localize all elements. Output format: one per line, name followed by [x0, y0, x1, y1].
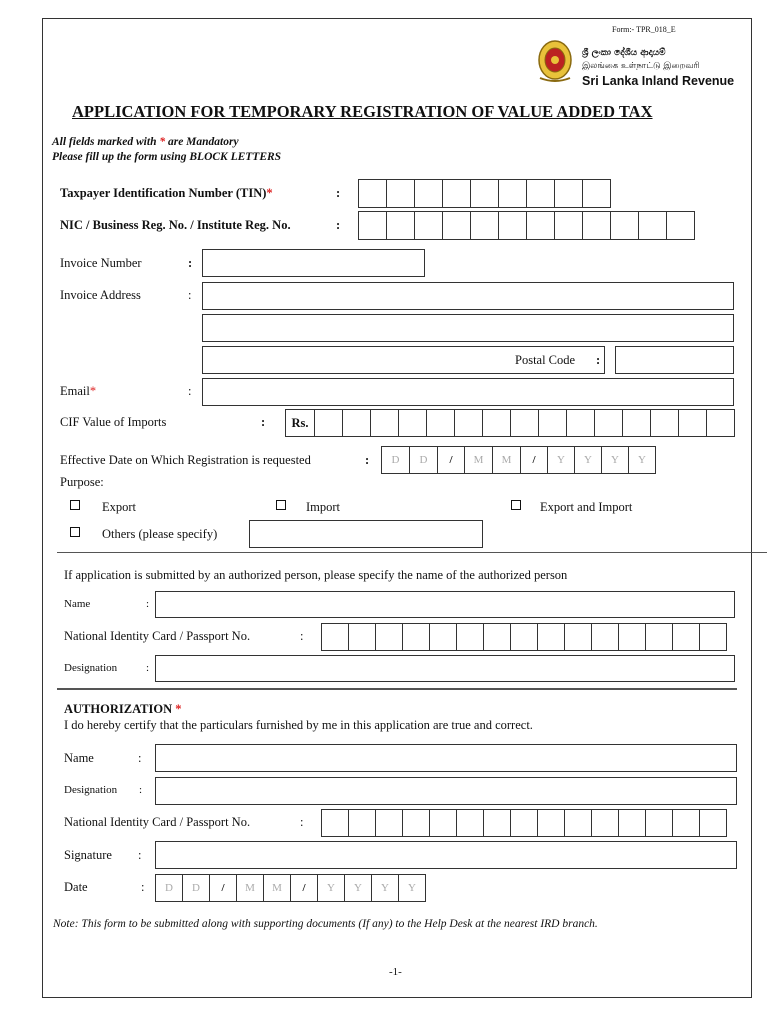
colon: :	[336, 218, 341, 232]
authorization-designation-label: Designation	[64, 784, 118, 796]
nic-cell[interactable]	[591, 623, 619, 651]
nic-cell[interactable]	[526, 211, 555, 240]
date-cell[interactable]: Y	[601, 446, 629, 474]
tin-cell[interactable]	[526, 179, 555, 208]
export-label: Export	[102, 500, 137, 514]
tin-label: Taxpayer Identification Number (TIN)*	[60, 186, 273, 200]
nic-cell[interactable]	[645, 809, 673, 837]
email-label: Email*	[60, 384, 97, 398]
auth-person-designation-label: Designation	[64, 662, 118, 674]
colon: :	[188, 256, 193, 270]
invoice-number-input[interactable]	[202, 249, 425, 277]
nic-cell[interactable]	[429, 809, 457, 837]
date-cell[interactable]: D	[182, 874, 210, 902]
date-cell[interactable]: Y	[628, 446, 656, 474]
date-cell[interactable]: D	[381, 446, 410, 474]
nic-cell[interactable]	[645, 623, 673, 651]
tin-cell[interactable]	[470, 179, 499, 208]
nic-cell[interactable]	[429, 623, 457, 651]
date-cell[interactable]: M	[236, 874, 264, 902]
tin-cell[interactable]	[442, 179, 471, 208]
nic-cell[interactable]	[402, 623, 430, 651]
nic-cell[interactable]	[582, 211, 611, 240]
tin-cell[interactable]	[414, 179, 443, 208]
colon: :	[365, 453, 370, 467]
nic-cell[interactable]	[483, 809, 511, 837]
cif-cell[interactable]	[706, 409, 735, 437]
nic-cell[interactable]	[375, 623, 403, 651]
cif-cell[interactable]	[482, 409, 511, 437]
tin-cell[interactable]	[358, 179, 387, 208]
nic-cell[interactable]	[498, 211, 527, 240]
authorized-intro: If application is submitted by an authorized person, please specify the name of the authorized person	[64, 568, 568, 582]
date-separator: /	[290, 874, 318, 902]
date-separator: /	[520, 446, 548, 474]
colon: :	[261, 415, 266, 429]
date-cell[interactable]: Y	[317, 874, 345, 902]
tin-cell[interactable]	[386, 179, 415, 208]
cif-cell[interactable]	[454, 409, 483, 437]
nic-cell[interactable]	[375, 809, 403, 837]
cif-cell[interactable]	[650, 409, 679, 437]
nic-input-grid[interactable]	[358, 211, 696, 240]
cif-cell[interactable]	[314, 409, 343, 437]
date-label: Date	[64, 880, 88, 894]
invoice-address-line2[interactable]	[202, 314, 734, 342]
auth-person-name-label: Name	[64, 598, 91, 610]
footer-note: Note: This form to be submitted along with supporting documents (If any) to the Help Desk at the nearest IRD branch.	[53, 918, 598, 930]
colon: :	[139, 784, 143, 796]
date-cell[interactable]: Y	[574, 446, 602, 474]
nic-cell[interactable]	[321, 809, 349, 837]
email-input[interactable]	[202, 378, 734, 406]
date-cell[interactable]: Y	[398, 874, 426, 902]
date-cell[interactable]: D	[409, 446, 438, 474]
cif-cell[interactable]	[678, 409, 707, 437]
tin-cell[interactable]	[582, 179, 611, 208]
rs-prefix: Rs.	[285, 409, 315, 437]
nic-cell[interactable]	[666, 211, 695, 240]
date-cell[interactable]: Y	[344, 874, 372, 902]
cif-cell[interactable]	[622, 409, 651, 437]
others-label: Others (please specify)	[102, 527, 218, 541]
nic-cell[interactable]	[618, 809, 646, 837]
nic-cell[interactable]	[537, 623, 565, 651]
cif-input-grid[interactable]	[285, 409, 735, 437]
colon: :	[336, 186, 341, 200]
colon: :	[188, 288, 192, 302]
date-cell[interactable]: M	[492, 446, 521, 474]
nic-cell[interactable]	[456, 623, 484, 651]
nic-cell[interactable]	[638, 211, 667, 240]
nic-cell[interactable]	[510, 623, 538, 651]
auth-person-designation-input[interactable]	[155, 655, 735, 682]
cif-cell[interactable]	[538, 409, 567, 437]
nic-cell[interactable]	[402, 809, 430, 837]
logo-line-sinhala: ශ්‍රී ලංකා දේශීය ආදායම්	[582, 48, 666, 58]
nic-cell[interactable]	[414, 211, 443, 240]
logo-line-english: Sri Lanka Inland Revenue	[582, 74, 735, 88]
auth-person-nic-label: National Identity Card / Passport No.	[64, 629, 251, 643]
signature-label: Signature	[64, 848, 112, 862]
authorization-name-label: Name	[64, 751, 94, 765]
nic-cell[interactable]	[610, 211, 639, 240]
section-divider	[57, 688, 737, 690]
nic-cell[interactable]	[564, 809, 592, 837]
colon: :	[138, 751, 142, 765]
nic-cell[interactable]	[554, 211, 583, 240]
nic-cell[interactable]	[591, 809, 619, 837]
colon: :	[300, 815, 304, 829]
colon: :	[596, 353, 601, 367]
cif-cell[interactable]	[398, 409, 427, 437]
cif-cell[interactable]	[426, 409, 455, 437]
date-cell[interactable]: Y	[547, 446, 575, 474]
authorization-nic-grid[interactable]	[321, 809, 737, 837]
page-number: -1-	[389, 966, 402, 978]
logo-line-tamil: இலங்கை உள்நாட்டு இறைவரி	[582, 61, 700, 71]
authorization-heading: AUTHORIZATION *	[64, 702, 182, 716]
authorization-nic-label: National Identity Card / Passport No.	[64, 815, 251, 829]
export-checkbox[interactable]	[70, 500, 80, 510]
block-letters-note: Please fill up the form using BLOCK LETTERS	[52, 151, 282, 163]
auth-person-nic-grid[interactable]	[321, 623, 737, 651]
nic-cell[interactable]	[321, 623, 349, 651]
cif-cell[interactable]	[594, 409, 623, 437]
colon: :	[300, 629, 304, 643]
nic-cell[interactable]	[618, 623, 646, 651]
nic-cell[interactable]	[442, 211, 471, 240]
nic-cell[interactable]	[358, 211, 387, 240]
postal-code-input[interactable]	[615, 346, 734, 374]
cif-cell[interactable]	[342, 409, 371, 437]
authorization-date-grid[interactable]	[155, 874, 433, 902]
emblem-icon	[536, 38, 574, 84]
nic-label: NIC / Business Reg. No. / Institute Reg. No.	[60, 218, 291, 232]
import-checkbox[interactable]	[276, 500, 286, 510]
colon: :	[146, 598, 150, 610]
nic-cell[interactable]	[510, 809, 538, 837]
nic-cell[interactable]	[564, 623, 592, 651]
authorization-name-input[interactable]	[155, 744, 737, 772]
nic-cell[interactable]	[348, 623, 376, 651]
cif-cell[interactable]	[370, 409, 399, 437]
colon: :	[141, 880, 145, 894]
date-cell[interactable]: M	[263, 874, 291, 902]
auth-person-name-input[interactable]	[155, 591, 735, 618]
tin-cell[interactable]	[554, 179, 583, 208]
page-title: APPLICATION FOR TEMPORARY REGISTRATION OF VALUE ADDED TAX	[72, 102, 653, 121]
nic-cell[interactable]	[537, 809, 565, 837]
nic-cell[interactable]	[456, 809, 484, 837]
colon: :	[188, 384, 192, 398]
effective-date-label: Effective Date on Which Registration is requested	[60, 453, 311, 467]
nic-cell[interactable]	[699, 623, 727, 651]
date-separator: /	[437, 446, 465, 474]
cif-cell[interactable]	[566, 409, 595, 437]
form-code: Form:- TPR_018_E	[612, 25, 676, 34]
date-cell[interactable]: Y	[371, 874, 399, 902]
nic-cell[interactable]	[470, 211, 499, 240]
postal-code-label: Postal Code	[515, 353, 576, 367]
tin-input-grid[interactable]	[358, 179, 612, 208]
authorization-designation-input[interactable]	[155, 777, 737, 805]
mandatory-note: All fields marked with * are Mandatory	[52, 136, 239, 148]
colon: :	[138, 848, 142, 862]
certify-statement: I do hereby certify that the particulars furnished by me in this application are true and correct.	[64, 718, 533, 732]
nic-cell[interactable]	[672, 809, 700, 837]
cif-label: CIF Value of Imports	[60, 415, 167, 429]
section-divider	[57, 552, 767, 553]
nic-cell[interactable]	[348, 809, 376, 837]
export-import-checkbox[interactable]	[511, 500, 521, 510]
nic-cell[interactable]	[386, 211, 415, 240]
signature-input[interactable]	[155, 841, 737, 869]
cif-cell[interactable]	[510, 409, 539, 437]
effective-date-grid[interactable]	[381, 446, 661, 474]
date-cell[interactable]: D	[155, 874, 183, 902]
others-checkbox[interactable]	[70, 527, 80, 537]
import-label: Import	[306, 500, 341, 514]
invoice-number-label: Invoice Number	[60, 256, 142, 270]
date-separator: /	[209, 874, 237, 902]
nic-cell[interactable]	[699, 809, 727, 837]
date-cell[interactable]: M	[464, 446, 493, 474]
nic-cell[interactable]	[672, 623, 700, 651]
tin-cell[interactable]	[498, 179, 527, 208]
invoice-address-line1[interactable]	[202, 282, 734, 310]
nic-cell[interactable]	[483, 623, 511, 651]
export-import-label: Export and Import	[540, 500, 633, 514]
colon: :	[146, 662, 150, 674]
purpose-label: Purpose:	[60, 475, 104, 489]
others-specify-input[interactable]	[249, 520, 483, 548]
invoice-address-label: Invoice Address	[60, 288, 141, 302]
